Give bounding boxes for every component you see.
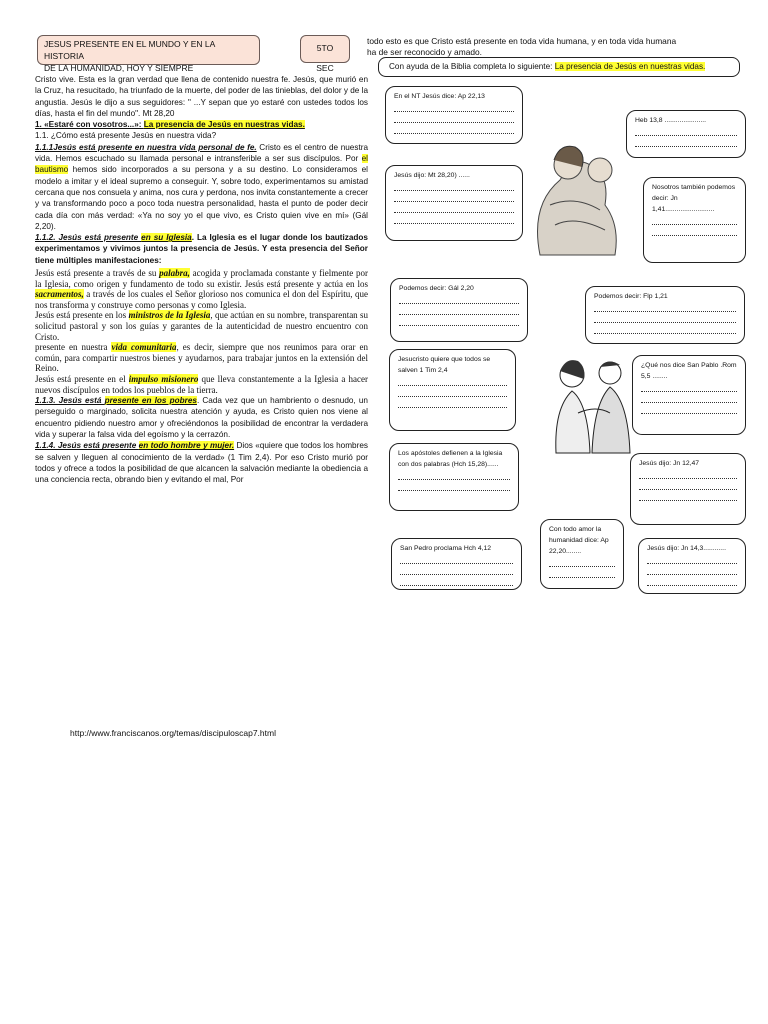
- manifest-ministros: Jesús está presente en los ministros de la Iglesia, que actúan en su nombre, transparentan su solicitud pastoral y son los guías y garantes de la autenticidad de nuestro encuentro con Cristo.: [35, 310, 368, 342]
- section-1-1-1-heading: 1.1.1Jesús está presente en nuestra vida personal de fe.: [35, 142, 257, 152]
- blank-line: [394, 102, 514, 112]
- manifestations-block: [35, 268, 368, 395]
- blank-line: [398, 398, 507, 408]
- bubble-label: Los apóstoles defienen a la Iglesia con dos palabras (Hch 15,28)......: [398, 450, 503, 468]
- title-line-2: DE LA HUMANIDAD, HOY Y SIEMPRE: [44, 63, 194, 73]
- blank-line: [394, 113, 514, 123]
- bubble-label: Jesús dijo: Mt 28,20) ......: [394, 172, 470, 179]
- bubble-label: Jesús dijo: Jn 12,47: [639, 460, 700, 467]
- highlight-ministros: ministros de la Iglesia: [128, 310, 211, 321]
- blank-line: [652, 226, 737, 236]
- bubble-ap-22-20: [540, 519, 624, 589]
- bubble-label: Podemos decir: Gál 2,20: [399, 285, 474, 292]
- highlight-palabra: palabra,: [159, 268, 190, 279]
- course-label: 5TO SEC: [316, 43, 334, 73]
- section-1-1-1: 1.1.1Jesús está presente en nuestra vida personal de fe. Cristo es el centro de nuestra vida. Hemos escuchado su llamada personal e intransferible a ser sus discípulos. Por el bautismo hemos sido incorporados a su persona y a su destino. Lo consideramos el modelo a imitar y el ideal supremo a conseguir. Y, sobre todo, experimentamos su amistad cercana que nos consuela y anima, nos cura y perdona, nos invita constantemente a crecer y va transformando poco a poco toda nuestra personalidad, hasta el punto de poder decir cada día con más verdad: «Ya no soy yo el que vivo, es Cristo quien vive en mí» (Gál 2,20).: [35, 142, 368, 231]
- instruction-highlight: La presencia de Jesús en nuestras vidas.: [554, 62, 706, 71]
- bubble-jn-1-41: [643, 177, 746, 263]
- section-1-1-3: 1.1.3. Jesús está presente en los pobres. Cada vez que un hambriento o desnudo, un perseguido o marginado, solicita nuestra atención y ayuda, es Cristo quien nos viene al encuentro pidiendo nuestro amor y ofreciéndonos la posibilidad de encontrar la verdadera vida y superar la falsa vida del egoísmo y la cerrazón.: [35, 396, 368, 440]
- course-box: [300, 35, 350, 73]
- manifest-palabra: Jesús está presente a través de su palabra, acogida y proclamada constante y fielmente por la Iglesia, como origen y fundamento de todo su existir. Jesús está presente y actúa en los sacramentos, a través de los cuales el Señor glorioso nos comunica el don del Espíritu, que nos transforma y construye como personas y como Iglesia.: [35, 268, 368, 310]
- blank-line: [399, 305, 519, 315]
- blank-line: [635, 126, 737, 136]
- bubble-mt-28-20: [385, 165, 523, 241]
- highlight-vida-comunitaria: vida comunitaria: [111, 342, 177, 353]
- main-text-column: [35, 74, 368, 486]
- blank-line: [549, 568, 615, 578]
- blank-line: [652, 215, 737, 225]
- blank-line: [394, 124, 514, 134]
- section-1-1-question: 1.1. ¿Cómo está presente Jesús en nuestra vida?: [35, 131, 217, 141]
- bubble-label: Heb 13,8 ......................: [635, 117, 707, 124]
- blank-line: [594, 313, 736, 323]
- bubble-label: Jesucristo quiere que todos se salven 1 Tim 2,4: [398, 356, 491, 374]
- bubble-label: Jesús dijo: Jn 14,3............: [647, 545, 726, 552]
- bubble-jn-14-3: [638, 538, 746, 594]
- bubble-label: ¿Qué nos dice San Pablo .Rom 5,5 ........: [641, 362, 737, 380]
- blank-line: [594, 302, 736, 312]
- blank-line: [400, 554, 513, 564]
- top-right-text: [367, 36, 727, 58]
- blank-line: [398, 481, 510, 491]
- blank-line: [647, 565, 737, 575]
- jesus-embrace-illustration: [520, 135, 635, 260]
- blank-line: [635, 137, 737, 147]
- blank-line: [394, 181, 514, 191]
- blank-line: [639, 469, 737, 479]
- source-url[interactable]: http://www.franciscanos.org/temas/discipuloscap7.html: [70, 728, 276, 738]
- manifest-mision: Jesús está presente en el impulso misionero que lleva constantemente a la Iglesia a hacer nuevos discípulos en todos los pueblos de la tierra.: [35, 373, 369, 395]
- blank-line: [398, 470, 510, 480]
- bubble-ap-22-13: [385, 86, 523, 144]
- blank-line: [399, 294, 519, 304]
- blank-line: [641, 382, 737, 392]
- bubble-heb-13-8: [626, 110, 746, 158]
- blank-line: [639, 480, 737, 490]
- bubble-gal-2-20: [390, 278, 528, 342]
- bubble-jn-12-47: [630, 453, 746, 525]
- manifest-comunidad: presente en nuestra vida comunitaria, es decir, siempre que nos reunimos para orar en común, para compartir nuestros bienes y ayudarnos, para trabajar juntos en la extensión del Reino.: [35, 342, 369, 374]
- jesus-man-illustration: [548, 353, 634, 458]
- blank-line: [394, 214, 514, 224]
- title-line-1: JESUS PRESENTE EN EL MUNDO Y EN LA HISTORIA: [44, 39, 215, 61]
- bubble-label: Nosotros también podemos decir: Jn 1,41..........................: [652, 184, 736, 213]
- blank-line: [647, 576, 737, 586]
- section-1-1-2: 1.1.2. Jesús está presente en su Iglesia. La Iglesia es el lugar donde los bautizados experimentamos y vivimos juntos la presencia de Jesús. Y esta presencia del Señor tiene múltiples manifestaciones:: [35, 233, 368, 265]
- blank-line: [399, 316, 519, 326]
- highlight-sacramentos: sacramentos,: [35, 289, 84, 300]
- bubble-label: En el NT Jesús dice: Ap 22,13: [394, 93, 485, 100]
- bubble-label: Con todo amor la humanidad dice: Ap 22,20........: [549, 526, 609, 555]
- instruction-prefix: Con ayuda de la Biblia completa lo siguiente:: [389, 62, 555, 71]
- blank-line: [639, 491, 737, 501]
- bubble-hch-4-12: [391, 538, 522, 590]
- top-right-line-2: ha de ser reconocido y amado.: [367, 47, 482, 57]
- highlight-pobres: presente en los pobres: [104, 396, 197, 406]
- blank-line: [641, 393, 737, 403]
- blank-line: [549, 557, 615, 567]
- bubble-label: San Pedro proclama Hch 4,12: [400, 545, 492, 552]
- bubble-hch-15-28: [389, 443, 519, 511]
- section-1-heading-highlight: La presencia de Jesús en nuestras vidas.: [143, 120, 305, 130]
- highlight-todo-hombre: en todo hombre y mujer.: [138, 441, 235, 451]
- blank-line: [394, 203, 514, 213]
- section-1-1-4: 1.1.4. Jesús está presente en todo hombre y mujer. Dios «quiere que todos los hombres se salven y lleguen al conocimiento de la verdad» (1 Tim 2,4). Por eso Cristo murió por todos y ofrece a todos la posibilidad de que alcancen la salvación mediante la obediencia a una conciencia recta, obrando bien y evitando el mal, Por: [35, 441, 368, 485]
- blank-line: [398, 376, 507, 386]
- bubble-rom-5-5: [632, 355, 746, 435]
- highlight-impulso-misionero: impulso misionero: [128, 373, 199, 384]
- title-box: [37, 35, 260, 73]
- highlight-bautismo: el bautismo: [35, 154, 368, 175]
- blank-line: [398, 387, 507, 397]
- bubble-flp-1-21: [585, 286, 745, 344]
- intro-paragraph: Cristo vive. Esta es la gran verdad que llena de contenido nuestra fe. Jesús, que murió en la Cruz, ha resucitado, ha triunfado de la muerte, del poder de las tinieblas, del dolor y de la angustia. Jesús le dijo a sus seguidores: " ...Y sepan que yo estaré con ustedes todos los días, hasta el fin del mundo". Mt 28,20: [35, 75, 368, 118]
- bubble-1-tim-2-4: [389, 349, 516, 431]
- highlight-iglesia: en su Iglesia: [141, 233, 192, 243]
- blank-line: [647, 554, 737, 564]
- blank-line: [400, 576, 513, 586]
- blank-line: [400, 565, 513, 575]
- bubble-label: Podemos decir: Flp 1,21: [594, 293, 668, 300]
- blank-line: [394, 192, 514, 202]
- blank-line: [641, 404, 737, 414]
- section-1-heading: 1. «Estaré con vosotros...»: La presencia de Jesús en nuestras vidas.: [35, 120, 305, 130]
- top-right-line-1: todo esto es que Cristo está presente en toda vida humana, y en toda vida humana: [367, 36, 677, 46]
- instruction-box: [378, 57, 740, 77]
- blank-line: [594, 324, 736, 334]
